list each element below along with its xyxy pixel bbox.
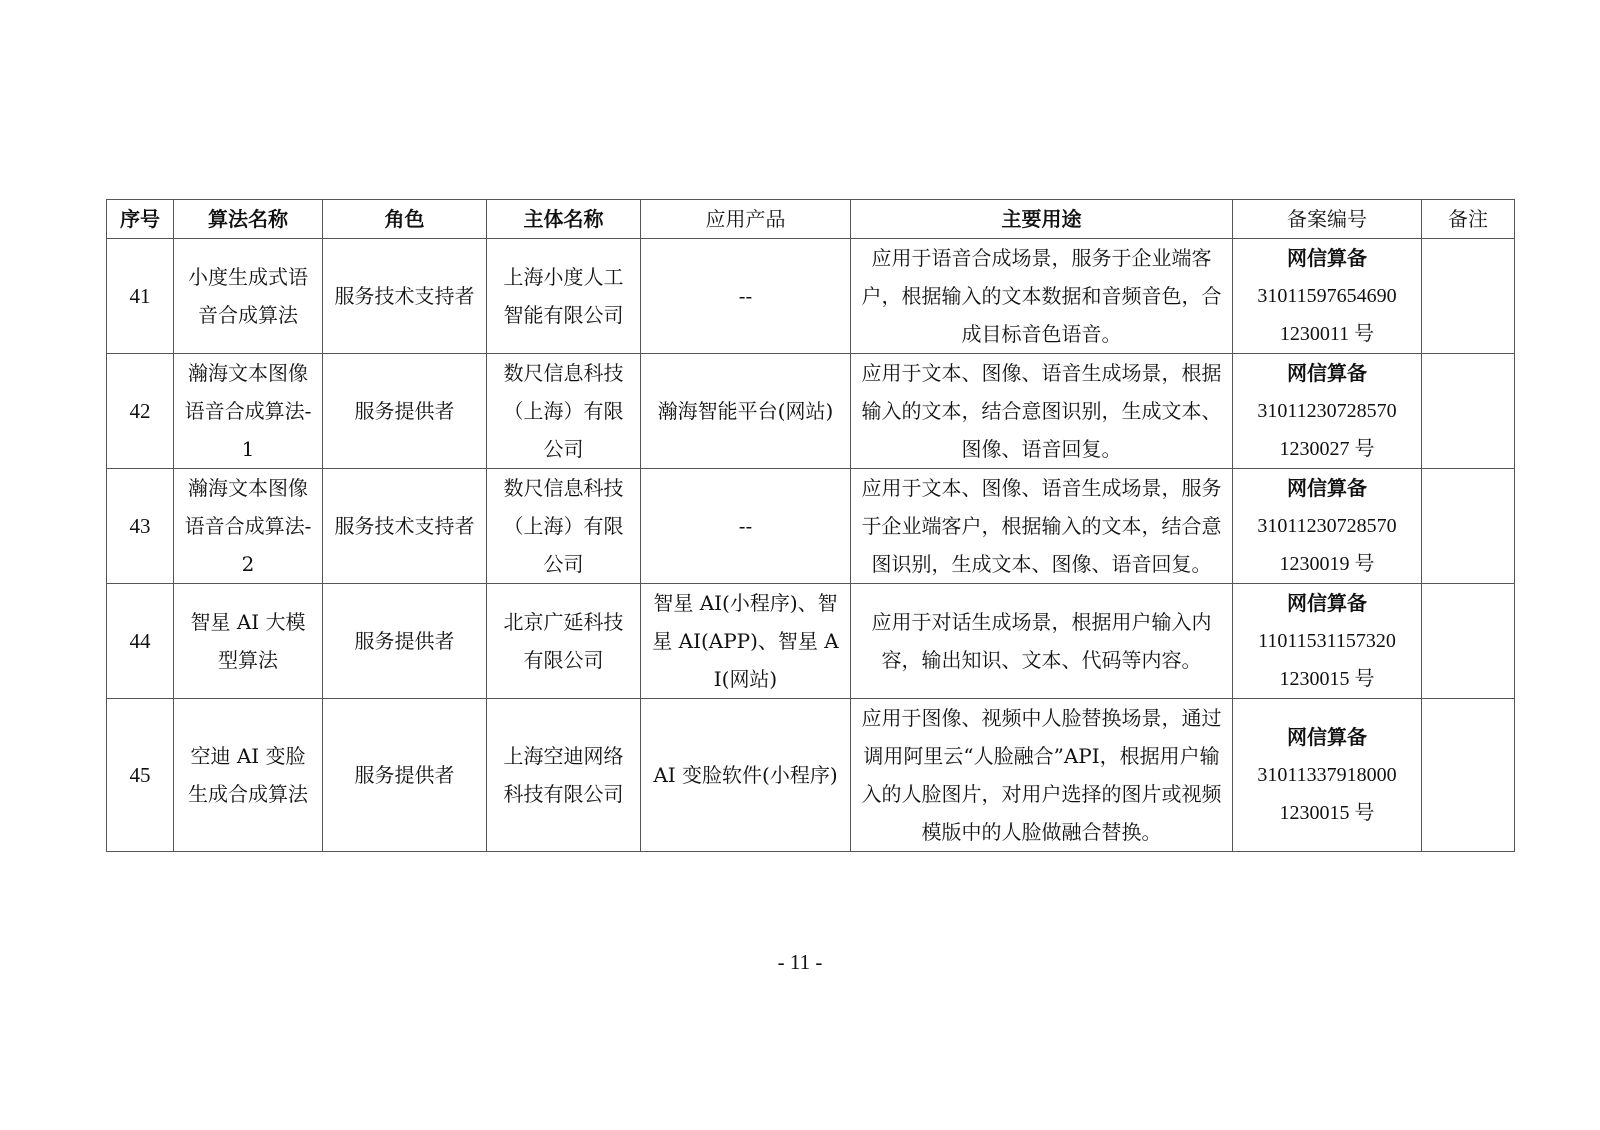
row-entity: 数尺信息科技（上海）有限公司 xyxy=(487,469,641,584)
row-filing xyxy=(1233,584,1422,699)
row-role: 服务提供者 xyxy=(323,584,487,699)
filing-label: 网信算备 xyxy=(1287,591,1367,615)
row-product: -- xyxy=(641,469,851,584)
row-usage: 应用于语音合成场景，服务于企业端客户，根据输入的文本数据和音频音色，合成目标音色语音。 xyxy=(851,239,1233,354)
row-usage: 应用于文本、图像、语音生成场景，服务于企业端客户，根据输入的文本，结合意图识别，生成文本、图像、语音回复。 xyxy=(851,469,1233,584)
row-remark xyxy=(1422,469,1515,584)
page-number: - 11 - xyxy=(777,950,823,974)
header-usage: 主要用途 xyxy=(851,200,1233,239)
row-seq: 45 xyxy=(107,699,174,852)
row-entity: 数尺信息科技（上海）有限公司 xyxy=(487,354,641,469)
table-header-row xyxy=(107,200,1515,239)
row-algorithm: 瀚海文本图像语音合成算法-2 xyxy=(174,469,323,584)
filing-number-line1: 31011597654690 xyxy=(1257,285,1397,307)
header-entity: 主体名称 xyxy=(487,200,641,239)
row-product: AI 变脸软件(小程序) xyxy=(641,699,851,852)
row-entity: 上海小度人工智能有限公司 xyxy=(487,239,641,354)
filing-number-line1: 31011230728570 xyxy=(1257,400,1397,422)
row-algorithm: 小度生成式语音合成算法 xyxy=(174,239,323,354)
row-seq: 42 xyxy=(107,354,174,469)
row-remark xyxy=(1422,354,1515,469)
filing-number-line1: 31011230728570 xyxy=(1257,515,1397,537)
filing-label: 网信算备 xyxy=(1287,361,1367,385)
row-role: 服务技术支持者 xyxy=(323,469,487,584)
row-seq: 41 xyxy=(107,239,174,354)
table-row xyxy=(107,239,1515,354)
filing-number-line2: 1230015 号 xyxy=(1279,802,1375,824)
filing-number-line2: 1230027 号 xyxy=(1279,438,1375,460)
filing-number-line1: 31011337918000 xyxy=(1257,764,1397,786)
row-algorithm: 瀚海文本图像语音合成算法-1 xyxy=(174,354,323,469)
header-seq: 序号 xyxy=(107,200,174,239)
header-remark: 备注 xyxy=(1422,200,1515,239)
row-entity: 北京广延科技有限公司 xyxy=(487,584,641,699)
header-algorithm: 算法名称 xyxy=(174,200,323,239)
filing-label: 网信算备 xyxy=(1287,725,1367,749)
row-seq: 43 xyxy=(107,469,174,584)
filing-label: 网信算备 xyxy=(1287,246,1367,270)
table-row xyxy=(107,469,1515,584)
row-product: -- xyxy=(641,239,851,354)
row-remark xyxy=(1422,699,1515,852)
filing-number-line1: 11011531157320 xyxy=(1258,630,1396,652)
row-algorithm: 智星 AI 大模型算法 xyxy=(174,584,323,699)
filing-number-line2: 1230011 号 xyxy=(1279,323,1375,345)
row-remark xyxy=(1422,239,1515,354)
row-filing xyxy=(1233,699,1422,852)
row-usage: 应用于图像、视频中人脸替换场景，通过调用阿里云“人脸融合”API，根据用户输入的人脸图片，对用户选择的图片或视频模版中的人脸做融合替换。 xyxy=(851,699,1233,852)
row-entity: 上海空迪网络科技有限公司 xyxy=(487,699,641,852)
row-seq: 44 xyxy=(107,584,174,699)
filing-label: 网信算备 xyxy=(1287,476,1367,500)
row-role: 服务提供者 xyxy=(323,699,487,852)
header-filing: 备案编号 xyxy=(1233,200,1422,239)
filing-number-line2: 1230015 号 xyxy=(1279,668,1375,690)
header-product: 应用产品 xyxy=(641,200,851,239)
row-filing xyxy=(1233,354,1422,469)
table-row xyxy=(107,584,1515,699)
row-remark xyxy=(1422,584,1515,699)
row-algorithm: 空迪 AI 变脸生成合成算法 xyxy=(174,699,323,852)
row-filing xyxy=(1233,239,1422,354)
row-product: 瀚海智能平台(网站) xyxy=(641,354,851,469)
filing-number-line2: 1230019 号 xyxy=(1279,553,1375,575)
row-usage: 应用于文本、图像、语音生成场景，根据输入的文本，结合意图识别，生成文本、图像、语音回复。 xyxy=(851,354,1233,469)
header-role: 角色 xyxy=(323,200,487,239)
row-usage: 应用于对话生成场景，根据用户输入内容，输出知识、文本、代码等内容。 xyxy=(851,584,1233,699)
table-row xyxy=(107,699,1515,852)
row-filing xyxy=(1233,469,1422,584)
algorithm-filing-table xyxy=(106,199,1515,852)
row-role: 服务技术支持者 xyxy=(323,239,487,354)
row-role: 服务提供者 xyxy=(323,354,487,469)
row-product: 智星 AI(小程序)、智星 AI(APP)、智星 AI(网站) xyxy=(641,584,851,699)
table-row xyxy=(107,354,1515,469)
